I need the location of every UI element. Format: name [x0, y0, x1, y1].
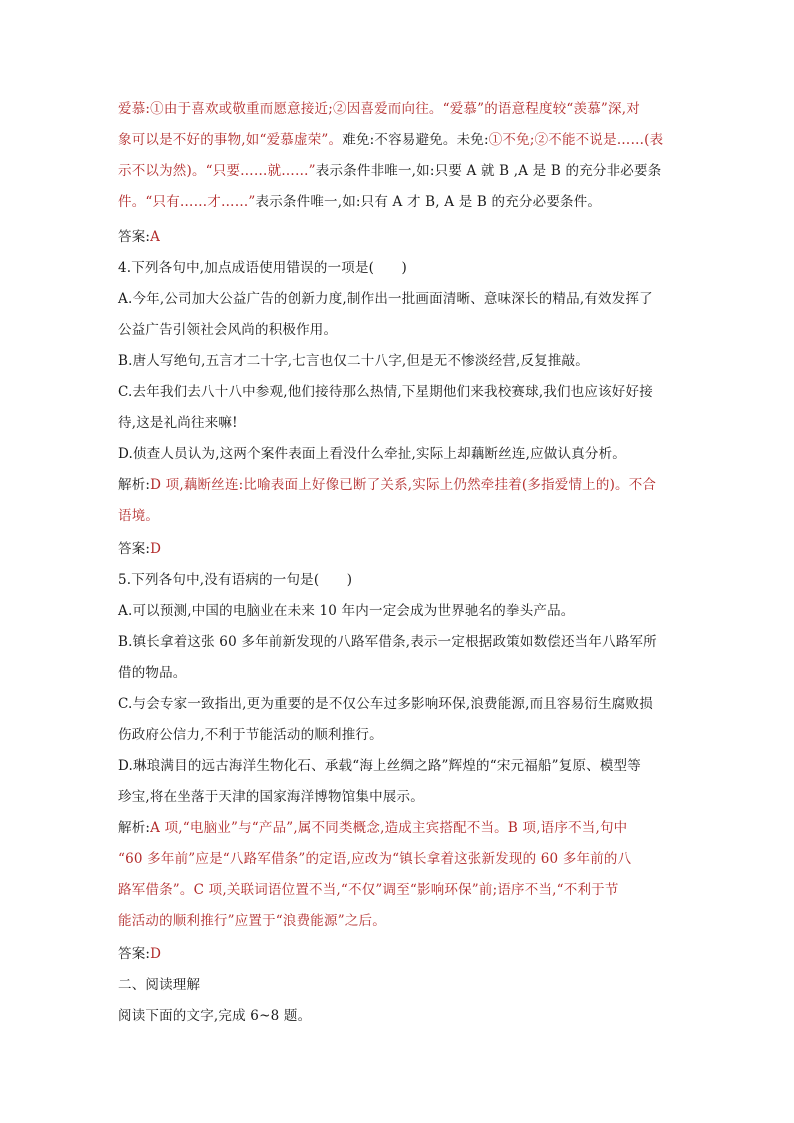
q4-answer	[118, 540, 678, 558]
text-run: 表示条件非唯一,如:只要 A 就 B ,A 是 B 的充分非必要条	[315, 163, 662, 179]
text-run: 件。“只有……才……”	[118, 194, 256, 210]
answer-value: D	[150, 946, 162, 962]
text-run: 表示条件唯一,如:只有 A 才 B, A 是 B 的充分必要条件。	[255, 194, 602, 210]
text-run: 示不以为然)。“只要……就……”	[118, 163, 316, 179]
text-run: 爱慕虚荣	[266, 132, 322, 148]
q5-analysis-line-1	[118, 819, 678, 837]
q4-option-a-line-2: 公益广告引领社会风尚的积极作用。	[118, 322, 338, 338]
q4-option-b: B.唐人写绝句,五言才二十字,七言也仅二十八字,但是无不惨淡经营,反复推敲。	[118, 353, 589, 369]
analysis-text: D 项,藕断丝连:比喻表面上好像已断了关系,实际上仍然牵挂着(多指爱情上的)。不合	[150, 477, 657, 493]
text-run: 爱慕:①由于喜欢或敬重而愿意接近;②因喜爱而向往。“爱慕”的语意程度较“羡慕”深,对	[118, 101, 640, 117]
q4-option-c-line-1: C.去年我们去八十八中参观,他们接待那么热情,下星期他们来我校赛球,我们也应该好好接	[118, 384, 653, 400]
q5-option-d-line-2: 珍宝,将在坐落于天津的国家海洋博物馆集中展示。	[118, 789, 424, 805]
explanation-line-2	[118, 131, 678, 149]
answer-prev	[118, 228, 678, 246]
q5-option-a: A.可以预测,中国的电脑业在未来 10 年内一定会成为世界驰名的拳头产品。	[118, 603, 575, 619]
q4-option-c-line-2: 待,这是礼尚往来嘛!	[118, 415, 238, 431]
text-run: ①不免;②不能不说是……(表	[488, 132, 664, 148]
q5-answer	[118, 945, 678, 963]
q5-analysis-line-3: 路军借条”。C 项,关联词语位置不当,“不仅”调至“影响环保”前;语序不当,“不利于节	[118, 882, 619, 898]
section-heading: 二、阅读理解	[118, 977, 201, 993]
q5-stem: 5.下列各句中,没有语病的一句是( )	[118, 572, 353, 588]
answer-label: 答案:	[118, 541, 151, 557]
q5-option-c-line-2: 伤政府公信力,不利于节能活动的顺利推行。	[118, 727, 383, 743]
text-run: 象可以是不好的事物,如“	[118, 132, 267, 148]
q4-option-a-line-1: A.今年,公司加大公益广告的创新力度,制作出一批画面清晰、意味深长的精品,有效发挥了	[118, 291, 653, 307]
q4-analysis-line-2: 语境。	[118, 508, 160, 524]
explanation-line-1	[118, 100, 678, 118]
analysis-text: A 项,“电脑业”与“产品”,属不同类概念,造成主宾搭配不当。B 项,语序不当,句中	[150, 820, 628, 836]
q5-option-b-line-1: B.镇长拿着这张 60 多年前新发现的八路军借条,表示一定根据政策如数偿还当年八路军所	[118, 634, 657, 650]
q4-option-d: D.侦查人员认为,这两个案件表面上看没什么牵扯,实际上却藕断丝连,应做认真分析。	[118, 446, 627, 462]
q4-analysis-line-1	[118, 476, 678, 494]
explanation-line-3	[118, 162, 678, 180]
analysis-label: 解析:	[118, 820, 151, 836]
analysis-label: 解析:	[118, 477, 151, 493]
text-run: 难免:不容易避免。未免:	[342, 132, 489, 148]
q5-analysis-line-2: “60 多年前”应是“八路军借条”的定语,应改为“镇长拿着这张新发现的 60 多年前的八	[118, 851, 632, 867]
q5-option-b-line-2: 借的物品。	[118, 665, 187, 681]
explanation-line-4	[118, 193, 678, 211]
answer-label: 答案:	[118, 946, 151, 962]
text-run: ”。	[321, 132, 343, 148]
answer-value: D	[150, 541, 162, 557]
section-instruction: 阅读下面的文字,完成 6~8 题。	[118, 1008, 312, 1024]
q5-analysis-line-4: 能活动的顺利推行”应置于“浪费能源”之后。	[118, 913, 386, 929]
q4-stem: 4.下列各句中,加点成语使用错误的一项是( )	[118, 260, 408, 276]
answer-label: 答案:	[118, 229, 151, 245]
q5-option-c-line-1: C.与会专家一致指出,更为重要的是不仅公车过多影响环保,浪费能源,而且容易衍生腐败损	[118, 696, 653, 712]
answer-value: A	[150, 229, 161, 245]
q5-option-d-line-1: D.琳琅满目的远古海洋生物化石、承载“海上丝绸之路”辉煌的“宋元福船”复原、模型等	[118, 758, 641, 774]
